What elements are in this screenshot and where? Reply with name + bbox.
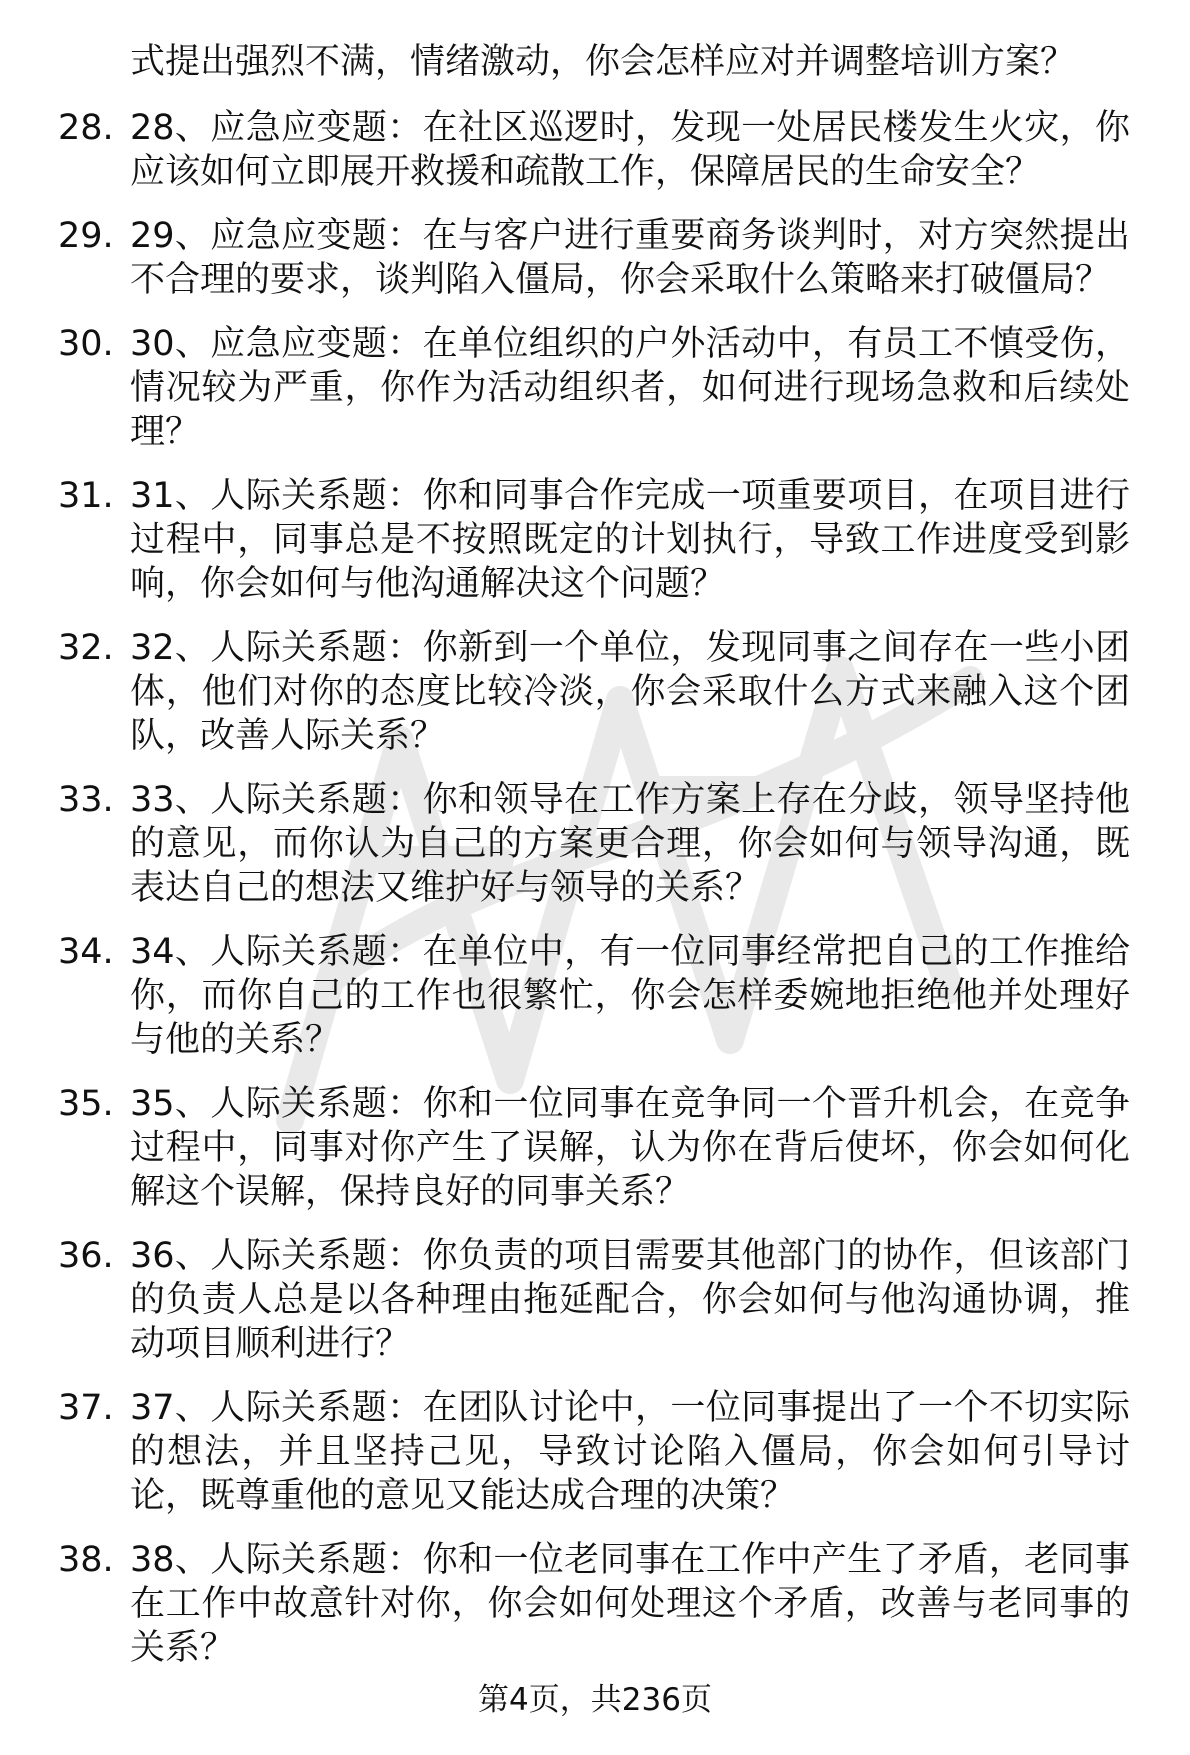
question-list (58, 40, 1158, 1690)
item-number: 31. (58, 476, 114, 516)
item-number: 28. (58, 108, 114, 148)
item-text: 37、人际关系题：在团队讨论中，一位同事提出了一个不切实际的想法，并且坚持己见，导致讨论陷入僵局，你会如何引导讨论，既尊重他的意见又能达成合理的决策？ (130, 1388, 1130, 1516)
item-number: 36. (58, 1236, 114, 1276)
item-text: 33、人际关系题：你和领导在工作方案上存在分歧，领导坚持他的意见，而你认为自己的方案更合理，你会如何与领导沟通，既表达自己的想法又维护好与领导的关系？ (130, 780, 1130, 908)
item-number: 32. (58, 628, 114, 668)
item-text: 31、人际关系题：你和同事合作完成一项重要项目，在项目进行过程中，同事总是不按照既定的计划执行，导致工作进度受到影响，你会如何与他沟通解决这个问题？ (130, 476, 1130, 604)
item-text: 38、人际关系题：你和一位老同事在工作中产生了矛盾，老同事在工作中故意针对你，你会如何处理这个矛盾，改善与老同事的关系？ (130, 1540, 1130, 1668)
item-number: 34. (58, 932, 114, 972)
item-text: 32、人际关系题：你新到一个单位，发现同事之间存在一些小团体，他们对你的态度比较冷淡，你会采取什么方式来融入这个团队，改善人际关系？ (130, 628, 1130, 756)
item-text: 29、应急应变题：在与客户进行重要商务谈判时，对方突然提出不合理的要求，谈判陷入僵局，你会采取什么策略来打破僵局？ (130, 216, 1130, 300)
list-item (58, 106, 1158, 194)
continued-question-text: 式提出强烈不满，情绪激动，你会怎样应对并调整培训方案？ (130, 42, 1076, 82)
list-item (58, 214, 1158, 302)
item-text: 34、人际关系题：在单位中，有一位同事经常把自己的工作推给你，而你自己的工作也很繁忙，你会怎样委婉地拒绝他并处理好与他的关系？ (130, 932, 1130, 1060)
list-item (58, 626, 1158, 758)
page-footer: 第4页，共236页 (478, 1682, 712, 1718)
list-item (58, 930, 1158, 1062)
item-number: 38. (58, 1540, 114, 1580)
item-number: 33. (58, 780, 114, 820)
item-number: 29. (58, 216, 114, 256)
item-number: 35. (58, 1084, 114, 1124)
list-item (58, 1386, 1158, 1518)
item-number: 30. (58, 324, 114, 364)
list-item (58, 778, 1158, 910)
list-item (58, 322, 1158, 454)
item-text: 28、应急应变题：在社区巡逻时，发现一处居民楼发生火灾，你应该如何立即展开救援和疏散工作，保障居民的生命安全？ (130, 108, 1130, 192)
item-number: 37. (58, 1388, 114, 1428)
item-text: 36、人际关系题：你负责的项目需要其他部门的协作，但该部门的负责人总是以各种理由拖延配合，你会如何与他沟通协调，推动项目顺利进行？ (130, 1236, 1130, 1364)
list-item (58, 1082, 1158, 1214)
item-text: 35、人际关系题：你和一位同事在竞争同一个晋升机会，在竞争过程中，同事对你产生了误解，认为你在背后使坏，你会如何化解这个误解，保持良好的同事关系？ (130, 1084, 1130, 1212)
item-text: 30、应急应变题：在单位组织的户外活动中，有员工不慎受伤，情况较为严重，你作为活动组织者，如何进行现场急救和后续处理？ (130, 324, 1130, 452)
list-item (58, 1234, 1158, 1366)
list-item (58, 1538, 1158, 1670)
list-item (58, 474, 1158, 606)
